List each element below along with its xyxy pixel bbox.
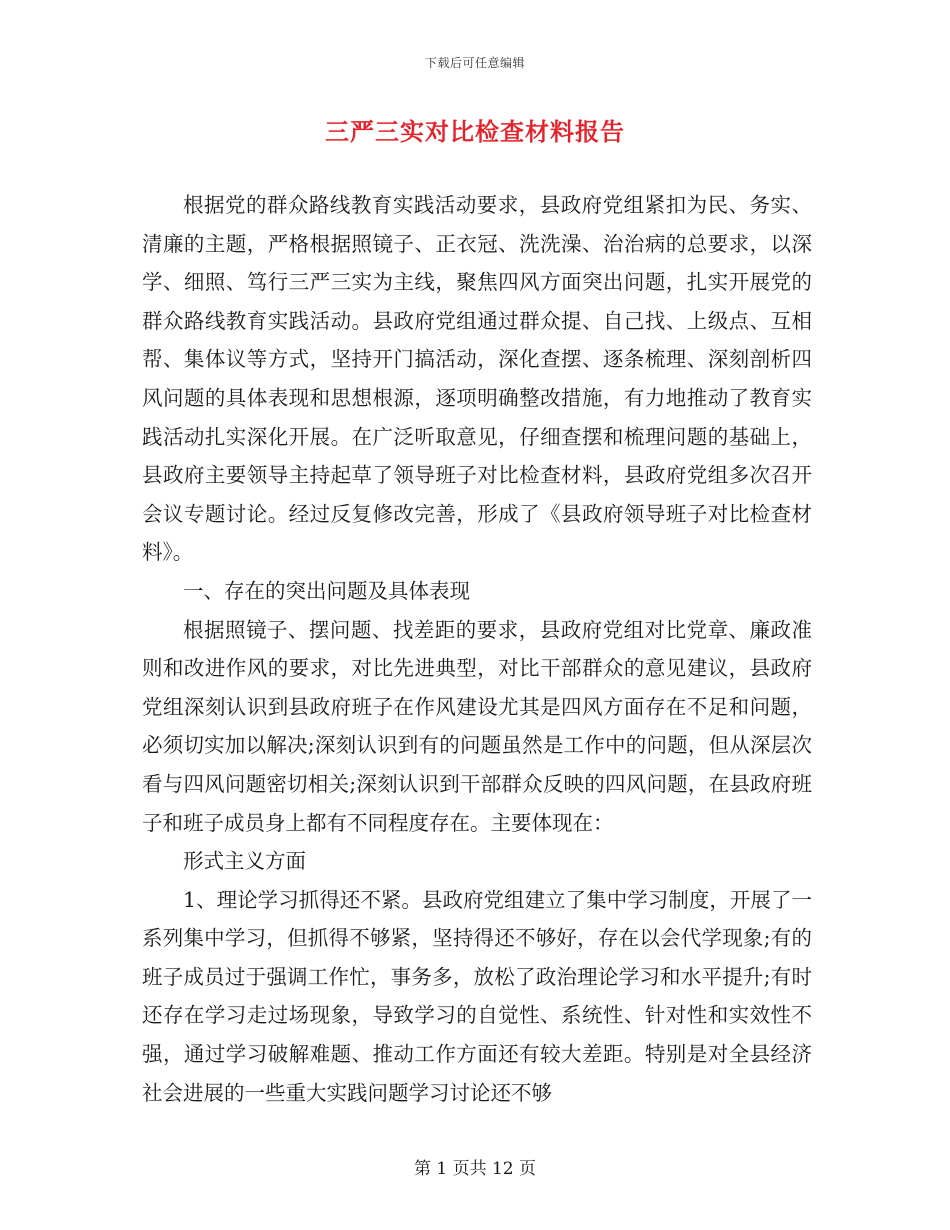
page-number: 第 1 页共 12 页 (413, 1159, 537, 1179)
header-note: 下载后可任意编辑 (424, 56, 525, 70)
subsection-heading: 形式主义方面 (183, 849, 306, 874)
document-body (142, 186, 812, 1112)
paragraph-item-1: 1、理论学习抓得还不紧。县政府党组建立了集中学习制度，开展了一系列集中学习，但抓得不够紧，坚持得还不够好，存在以会代学现象;有的班子成员过于强调工作忙，事务多，放松了政治理论学习和水平提升;有时还存在学习走过场现象，导致学习的自觉性、系统性、针对性和实效性不强，通过学习破解难题、推动工作方面还有较大差距。特别是对全县经济社会进展的一些重大实践问题学习讨论还不够 (142, 887, 812, 1105)
paragraph-intro: 根据党的群众路线教育实践活动要求，县政府党组紧扣为民、务实、清廉的主题，严格根据照镜子、正衣冠、洗洗澡、治治病的总要求，以深学、细照、笃行三严三实为主线，聚焦四风方面突出问题，扎实开展党的群众路线教育实践活动。县政府党组通过群众提、自己找、上级点、互相帮、集体议等方式，坚持开门搞活动，深化查摆、逐条梳理、深刻剖析四风问题的具体表现和思想根源，逐项明确整改措施，有力地推动了教育实践活动扎实深化开展。在广泛听取意见，仔细查摆和梳理问题的基础上，县政府主要领导主持起草了领导班子对比检查材料，县政府党组多次召开会议专题讨论。经过反复修改完善，形成了《县政府领导班子对比检查材料》。 (142, 193, 812, 565)
document-title: 三严三实对比检查材料报告 (325, 117, 625, 146)
section-heading: 一、存在的突出问题及具体表现 (183, 578, 470, 603)
paragraph-problems: 根据照镜子、摆问题、找差距的要求，县政府党组对比党章、廉政准则和改进作风的要求，对比先进典型，对比干部群众的意见建议，县政府党组深刻认识到县政府班子在作风建设尤其是四风方面存在不足和问题，必须切实加以解决;深刻认识到有的问题虽然是工作中的问题，但从深层次看与四风问题密切相关;深刻认识到干部群众反映的四风问题，在县政府班子和班子成员身上都有不同程度存在。主要体现在： (142, 617, 812, 835)
